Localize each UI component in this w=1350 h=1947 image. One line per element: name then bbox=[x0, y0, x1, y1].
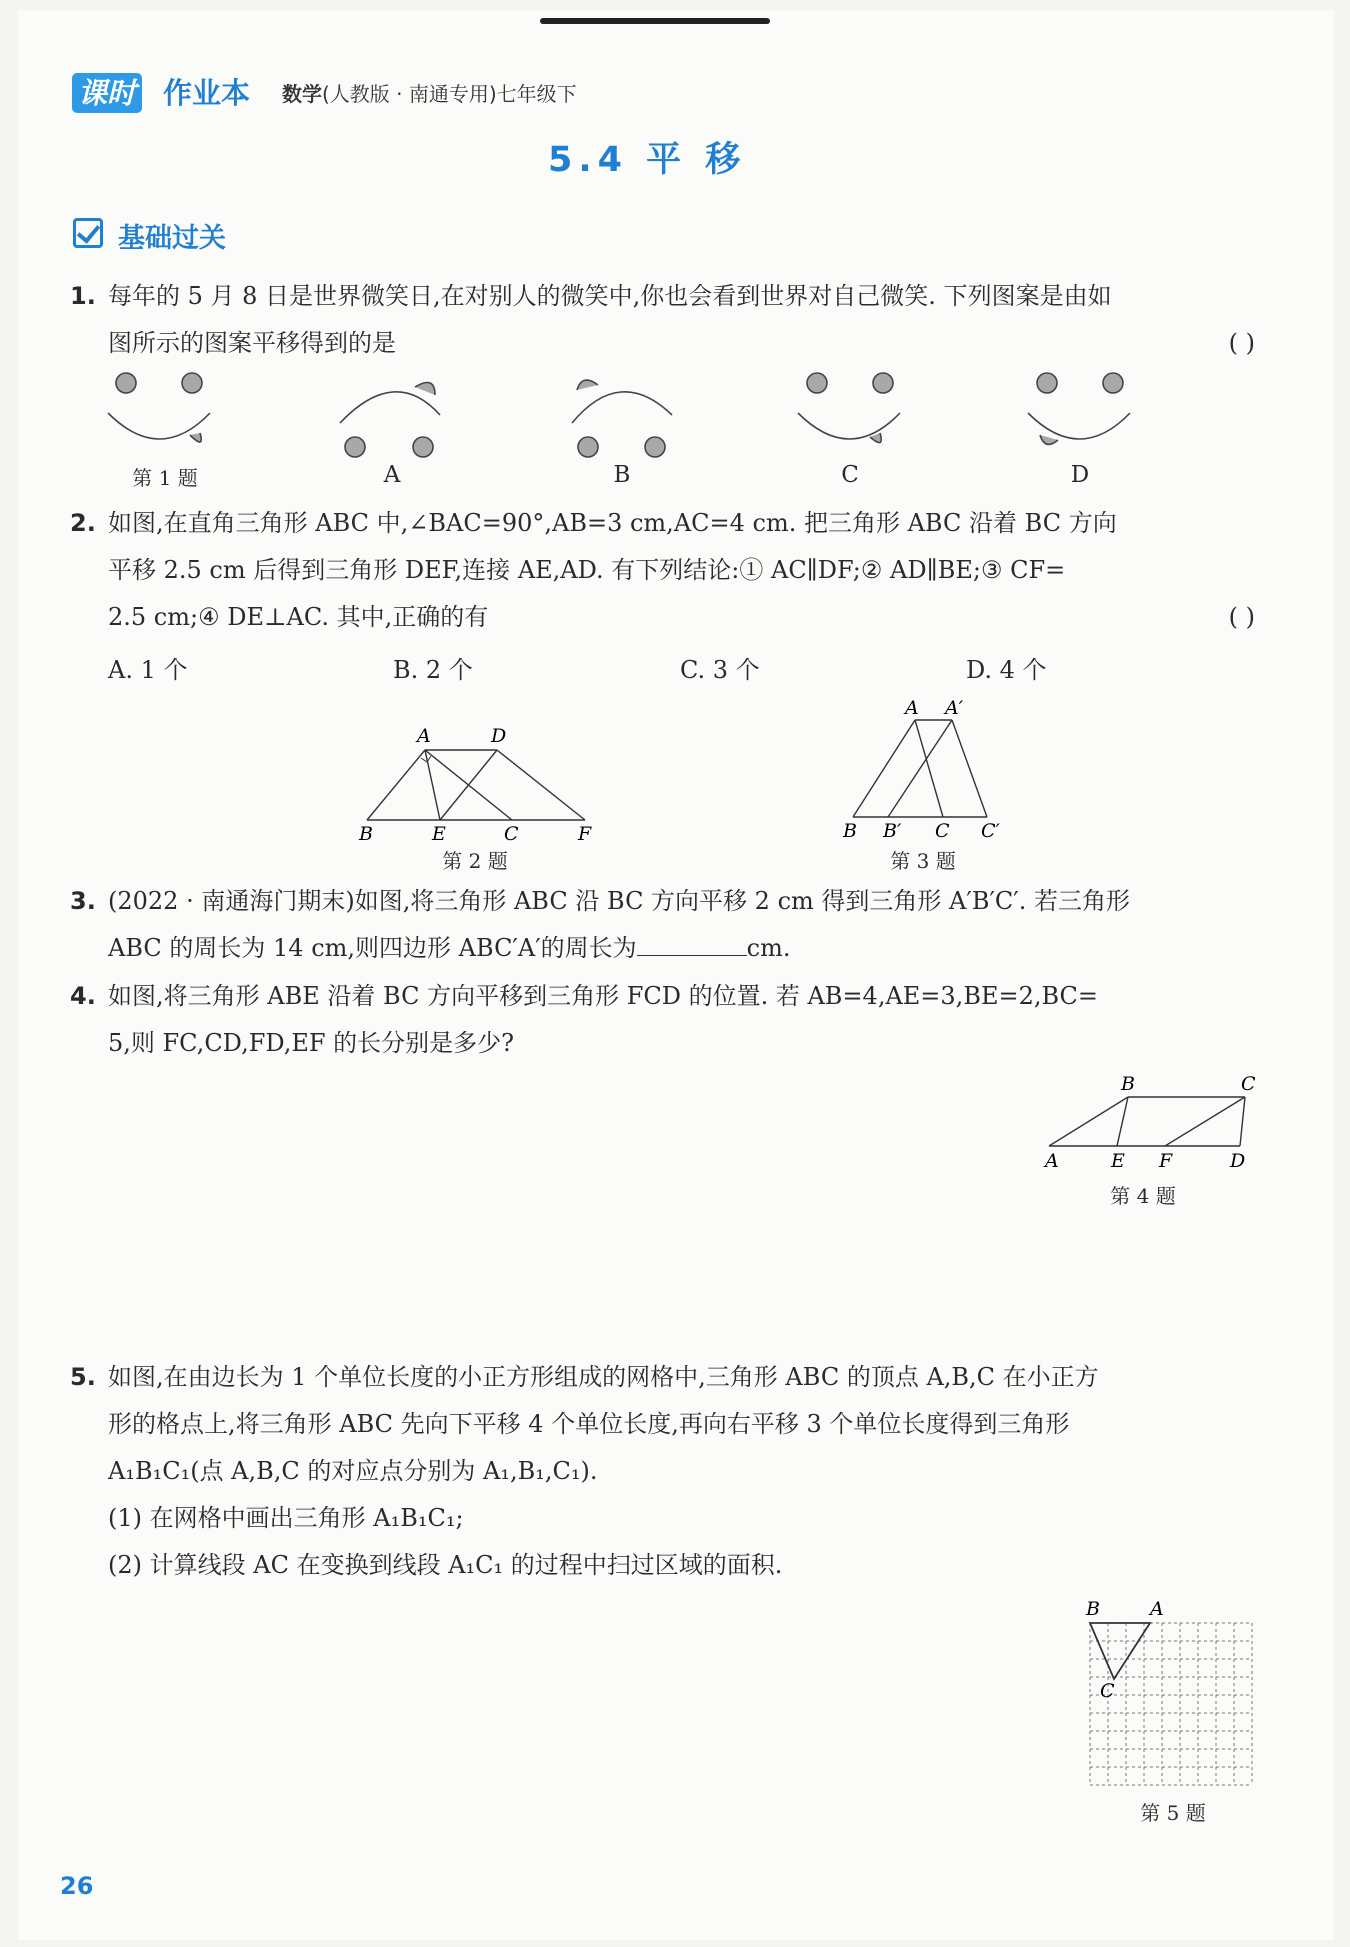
point-label: A′ bbox=[945, 697, 964, 719]
question-line-text: cm. bbox=[746, 934, 791, 962]
question-number: 2. bbox=[70, 509, 96, 537]
subject-name: 数学 bbox=[282, 82, 322, 106]
question-line: (2022 · 南通海门期末)如图,将三角形 ABC 沿 BC 方向平移 2 cm 得到三角形 A′B′C′. 若三角形 bbox=[108, 887, 1130, 915]
point-label: F bbox=[578, 823, 592, 845]
q2-figure bbox=[355, 720, 605, 845]
page-title: 5.4 平 移 bbox=[548, 140, 747, 180]
question-line: 如图,在由边长为 1 个单位长度的小正方形组成的网格中,三角形 ABC 的顶点 A,B,C 在小正方 bbox=[108, 1363, 1099, 1391]
point-label: B bbox=[1086, 1598, 1100, 1620]
point-label: B bbox=[359, 823, 373, 845]
smiley-eye bbox=[116, 373, 136, 393]
question-line bbox=[108, 925, 1255, 972]
point-label: A bbox=[905, 697, 919, 719]
smiley-eye bbox=[645, 437, 665, 457]
question-number: 3. bbox=[70, 887, 96, 915]
option-label-d: D bbox=[1070, 462, 1090, 488]
choice-d[interactable]: D. 4 个 bbox=[966, 656, 1047, 684]
point-label: B′ bbox=[883, 820, 902, 842]
question-5 bbox=[70, 1354, 1255, 1589]
question-2 bbox=[70, 500, 1255, 641]
point-label: C bbox=[935, 820, 950, 842]
choice-c[interactable]: C. 3 个 bbox=[680, 656, 760, 684]
triangle-abc bbox=[1090, 1623, 1150, 1679]
point-label: D bbox=[1230, 1150, 1246, 1172]
subject-edition: (人教版 · 南通专用)七年级下 bbox=[322, 82, 577, 106]
question-number: 1. bbox=[70, 282, 96, 310]
smiley-tongue bbox=[1040, 435, 1058, 444]
section-heading: 基础过关 bbox=[118, 223, 226, 254]
choice-a[interactable]: A. 1 个 bbox=[108, 656, 188, 684]
question-line: 形的格点上,将三角形 ABC 先向下平移 4 个单位长度,再向右平移 3 个单位长度得到三角形 bbox=[108, 1410, 1070, 1438]
question-line: 5,则 FC,CD,FD,EF 的长分别是多少? bbox=[108, 1029, 515, 1057]
question-line bbox=[108, 320, 1255, 367]
q5-grid-figure bbox=[1080, 1595, 1260, 1795]
point-label: F bbox=[1159, 1150, 1173, 1172]
figure-caption: 第 4 题 bbox=[1110, 1184, 1176, 1208]
smiley-tongue bbox=[577, 380, 598, 390]
top-bar-decoration bbox=[540, 18, 770, 24]
question-line: 每年的 5 月 8 日是世界微笑日,在对别人的微笑中,你也会看到世界对自己微笑. 下列图案是由如 bbox=[108, 282, 1112, 310]
smiley-eye bbox=[873, 373, 893, 393]
smiley-eye bbox=[1037, 373, 1057, 393]
point-label: C bbox=[1241, 1073, 1256, 1095]
smiley-eye bbox=[807, 373, 827, 393]
answer-blank[interactable] bbox=[637, 933, 747, 956]
question-number: 4. bbox=[70, 982, 96, 1010]
question-1 bbox=[70, 273, 1255, 367]
smiley-mouth bbox=[798, 413, 900, 439]
option-label-b: B bbox=[613, 462, 631, 488]
question-line-text: ABC 的周长为 14 cm,则四边形 ABC′A′的周长为 bbox=[108, 934, 637, 962]
brand-logo-text: 作业本 bbox=[163, 76, 251, 110]
checkbox-icon bbox=[73, 218, 103, 248]
question-line: 如图,将三角形 ABE 沿着 BC 方向平移到三角形 FCD 的位置. 若 AB=4,AE=3,BE=2,BC= bbox=[108, 982, 1099, 1010]
brand-logo-box: 课时 bbox=[72, 73, 142, 113]
question-line: 平移 2.5 cm 后得到三角形 DEF,连接 AE,AD. 有下列结论:① AC∥DF;② AD∥BE;③ CF= bbox=[108, 556, 1066, 584]
smiley-tongue bbox=[190, 433, 201, 442]
point-label: D bbox=[491, 725, 507, 747]
point-label: B bbox=[1121, 1073, 1135, 1095]
option-label-a: A bbox=[383, 462, 401, 488]
question-line: A₁B₁C₁(点 A,B,C 的对应点分别为 A₁,B₁,C₁). bbox=[108, 1457, 598, 1485]
sub-question-1: (1) 在网格中画出三角形 A₁B₁C₁; bbox=[108, 1504, 464, 1532]
option-label-c: C bbox=[841, 462, 859, 488]
question-4 bbox=[70, 973, 1255, 1067]
smiley-eye bbox=[1103, 373, 1123, 393]
point-label: E bbox=[1111, 1150, 1125, 1172]
figure-caption: 第 1 题 bbox=[132, 466, 198, 490]
point-label: C bbox=[1100, 1680, 1115, 1702]
figure-caption: 第 3 题 bbox=[890, 849, 956, 873]
smiley-mouth bbox=[572, 392, 672, 423]
q4-figure bbox=[1035, 1070, 1265, 1180]
figure-caption: 第 5 题 bbox=[1140, 1801, 1206, 1825]
point-label: A bbox=[1045, 1150, 1059, 1172]
answer-paren: ( ) bbox=[1228, 329, 1255, 357]
smiley-eye bbox=[578, 437, 598, 457]
smiley-tongue bbox=[415, 383, 435, 396]
choice-b[interactable]: B. 2 个 bbox=[393, 656, 473, 684]
question-line-text: 图所示的图案平移得到的是 bbox=[108, 329, 396, 357]
sub-question-2: (2) 计算线段 AC 在变换到线段 A₁C₁ 的过程中扫过区域的面积. bbox=[108, 1551, 783, 1579]
smiley-mouth bbox=[1028, 413, 1130, 439]
point-label: A bbox=[1150, 1598, 1164, 1620]
smiley-eye bbox=[413, 437, 433, 457]
point-label: E bbox=[432, 823, 446, 845]
answer-paren: ( ) bbox=[1228, 603, 1255, 631]
question-line-text: 2.5 cm;④ DE⊥AC. 其中,正确的有 bbox=[108, 603, 489, 631]
point-label: C bbox=[504, 823, 519, 845]
point-label: B bbox=[843, 820, 857, 842]
page-number: 26 bbox=[60, 1872, 94, 1900]
question-line bbox=[108, 594, 1255, 641]
smiley-eye bbox=[345, 437, 365, 457]
question-number: 5. bbox=[70, 1363, 96, 1391]
figure-caption: 第 2 题 bbox=[442, 849, 508, 873]
smiley-eye bbox=[182, 373, 202, 393]
q3-figure bbox=[835, 695, 1015, 845]
point-label: C′ bbox=[981, 820, 1000, 842]
subject-line bbox=[282, 80, 577, 108]
question-3 bbox=[70, 878, 1255, 972]
question-line: 如图,在直角三角形 ABC 中,∠BAC=90°,AB=3 cm,AC=4 cm. 把三角形 ABC 沿着 BC 方向 bbox=[108, 509, 1117, 537]
smiley-mouth bbox=[340, 392, 440, 423]
point-label: A bbox=[417, 725, 431, 747]
